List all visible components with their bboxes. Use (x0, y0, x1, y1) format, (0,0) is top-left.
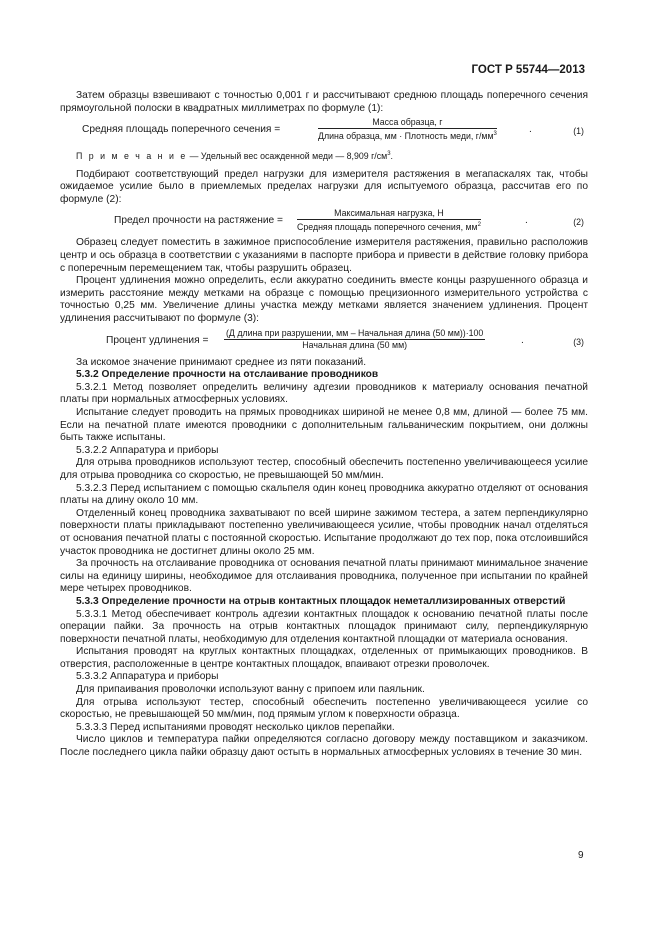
formula-lhs: Средняя площадь поперечного сечения = (82, 124, 281, 136)
paragraph: 5.3.3.1 Метод обеспечивает контроль адгезии контактных площадок к основанию печатной платы после операции пайки. За прочность на отрыв контактных площадок принимают силу, перпендикулярную поверхности печатной платы, необходимую для отделения контактной площадки от материала основания. (60, 608, 588, 645)
formula-1: Средняя площадь поперечного сечения = Масса образца, г Длина образца, мм · Плотность меди, $г/мм^3$ . (1) (82, 117, 584, 142)
formula-lhs: Предел прочности на растяжение = (114, 215, 283, 227)
formula-number: (1) (573, 126, 584, 137)
formula-numerator: Масса образца, г (318, 117, 497, 129)
paragraph: 5.3.3.2 Аппаратура и приборы (76, 671, 219, 683)
formula-number: (2) (573, 217, 584, 228)
formula-number: (3) (573, 336, 584, 347)
paragraph: Затем образцы взвешивают с точностью 0,001 г и рассчитывают среднюю площадь поперечного сечения прямоугольной полоски в квадратных миллиметрах по формуле (1): (60, 90, 588, 114)
paragraph: Отделенный конец проводника захватывают по всей ширине зажимом тестера, а затем перпендикулярно поверхности платы прикладывают постепенно увеличивающееся усилие, чтобы проводник начал отделяться от основания печатной платы с постоянной скоростью. Испытание продолжают до тех пор, пока отслоившийся участок проводника не достигнет длины около 25 мм. (60, 507, 588, 557)
paragraph: Для отрыва используют тестер, способный обеспечить постепенно увеличивающееся усилие со скоростью, не превышающей 50 мм/мин, под прямым углом к поверхности образца. (60, 696, 588, 721)
document-header: ГОСТ Р 55744—2013 (471, 64, 585, 76)
section-heading: 5.3.3 Определение прочности на отрыв контактных площадок неметаллизированных отверстий (76, 595, 566, 607)
paragraph: Испытание следует проводить на прямых проводниках шириной не менее 0,8 мм, длиной — более 75 мм. Если на печатной плате имеются проводники с дополнительным гальваническим покрытием, они должны быть также испытаны. (60, 407, 588, 444)
paragraph: Для отрыва проводников используют тестер, способный обеспечить постепенно увеличивающееся усилие для отрыва проводника со скоростью, не превышающей 50 мм/мин. (60, 457, 588, 481)
paragraph: За искомое значение принимают среднее из пяти показаний. (76, 356, 367, 368)
paragraph: Процент удлинения можно определить, если аккуратно соединить вместе концы разрушенного образца и измерить расстояние между метками на образце с помощью прецизионного измерительного устройства с точностью 0,25 мм. Увеличение длины участка между метками является значением удлинения. Процент удлинения рассчитывают по формуле (3): (60, 275, 588, 325)
formula-fraction (318, 117, 497, 142)
formula-denominator: Средняя площадь поперечного сечения, $мм^2$ (297, 222, 481, 233)
formula-denominator: Начальная длина (50 мм) (302, 339, 408, 350)
formula-2: Предел прочности на растяжение = Максимальная нагрузка, Н Средняя площадь поперечного сечения, $мм^2$ . (2) (114, 208, 584, 233)
paragraph: Число циклов и температура пайки определяются согласно договору между поставщиком и заказчиком. После последнего цикла пайки образцу дают остыть в нормальных атмосферных условиях в течение 30 мин. (60, 734, 588, 759)
formula-fraction (297, 208, 481, 233)
paragraph: 5.3.3.3 Перед испытаниями проводят несколько циклов перепайки. (76, 721, 395, 733)
formula-lhs: Процент удлинения = (106, 334, 209, 346)
formula-fraction (224, 328, 485, 351)
page-number: 9 (578, 850, 584, 861)
formula-3: Процент удлинения = (Д длина при разрушении, мм – Начальная длина (50 мм))·100 Начальная длина (50 мм) . (3) (106, 327, 584, 350)
paragraph: Для припаивания проволочки используют ванну с припоем или паяльник. (76, 684, 425, 696)
section-heading: 5.3.2 Определение прочности на отслаивание проводников (76, 369, 379, 381)
formula-denominator: Длина образца, мм · Плотность меди, $г/мм^3$ (318, 131, 497, 142)
document-body (60, 90, 588, 760)
paragraph: 5.3.2.3 Перед испытанием с помощью скальпеля один конец проводника аккуратно отделяют от основания платы на длину около 10 мм. (60, 482, 588, 507)
paragraph: 5.3.2.2 Аппаратура и приборы (76, 444, 219, 456)
paragraph: За прочность на отслаивание проводника от основания печатной платы принимают минимальное значение силы на единицу ширины, необходимое для отслаивания проводника, полученное при испытании по крайней мере четырех проводников. (60, 558, 588, 595)
formula-numerator: (Д длина при разрушении, мм – Начальная длина (50 мм))·100 (226, 327, 484, 338)
paragraph: Испытания проводят на круглых контактных площадках, отделенных от примыкающих проводников. В отверстия, расположенные в центре контактных площадок, впаивают отрезки проволочек. (60, 646, 588, 670)
paragraph: Образец следует поместить в зажимное приспособление измерителя растяжения, правильно расположив центр и ось образца в соответствии с указаниями в паспорте прибора и привести в действие головку прибора с поперечным перемещением так, чтобы разрушить образец. (60, 237, 588, 274)
note: П р и м е ч а н и е — Удельный вес осажденной меди — 8,909 $г/см^3$. (76, 151, 393, 162)
paragraph: 5.3.2.1 Метод позволяет определить величину адгезии проводников к материалу основания печатной платы при нормальных атмосферных условиях. (60, 381, 588, 406)
paragraph: Подбирают соответствующий предел нагрузки для измерителя растяжения в мегапаскалях так, чтобы ожидаемое усилие было в приемлемых пределах нагрузки для испытуемого образца, рассчитав его по формуле (2): (60, 168, 588, 205)
formula-numerator: Максимальная нагрузка, Н (297, 208, 481, 220)
